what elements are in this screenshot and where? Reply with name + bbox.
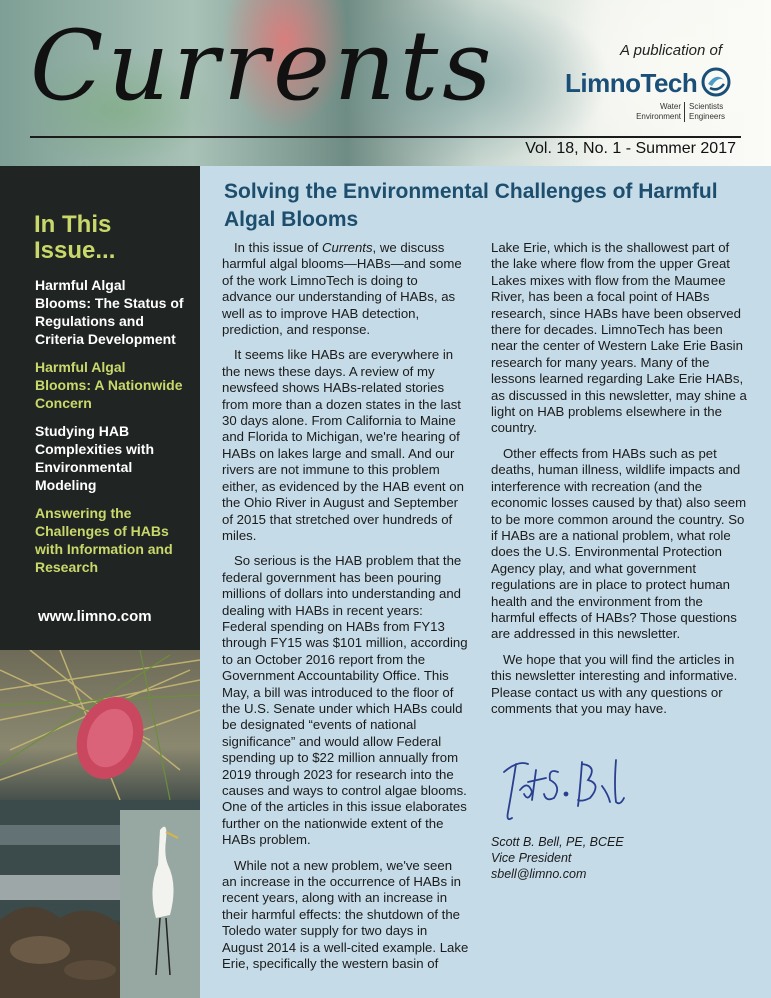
masthead-title: Currents	[30, 10, 496, 122]
signature-block	[491, 834, 624, 882]
issue-label: Vol. 18, No. 1 - Summer 2017	[525, 140, 736, 157]
article-column-left	[222, 240, 470, 981]
publication-of-label: A publication of	[620, 42, 723, 59]
logo-tagline-left-text: Water Environment	[636, 102, 681, 121]
logo-divider	[684, 102, 685, 122]
sidebar-heading: In This Issue...	[34, 211, 116, 264]
sidebar-photo	[0, 650, 200, 998]
limnotech-logo	[565, 68, 735, 128]
signature-icon	[498, 750, 628, 830]
article-paragraph: So serious is the HAB problem that the federal government has been pouring millions of dollars into understanding and dealing with HABs in recent years: Federal spending on HABs from FY13 through FY15 was $101 million, according to an October 2016 report from the Government Accountability Office. This May, a bill was introduced to the floor of the U.S. Senate under which HABs could be designated “events of national significance” and would allow Federal spending up to $22 million annually from 2019 through 2023 for research into the causes and ways to control algae blooms. One of the articles in this issue elaborates further on the nationwide extent of the HABs problem.	[222, 553, 468, 848]
sidebar-item-modeling[interactable]: Studying HAB Complexities with Environmental Modeling	[35, 423, 155, 493]
header-rule	[30, 136, 741, 138]
logo-tagline-right-text: Scientists Engineers	[689, 102, 726, 121]
signer-title: Vice President	[491, 851, 572, 865]
article-column-right	[491, 240, 749, 726]
lake-photo-illustration	[0, 650, 200, 998]
signer-name: Scott B. Bell, PE, BCEE	[491, 835, 624, 849]
article-paragraph: We hope that you will find the articles in this newsletter interesting and informative. Please contact us with any questions or comments that you may have.	[491, 651, 738, 716]
intro-pre: In this issue of	[234, 240, 322, 255]
article-paragraph-intro	[222, 240, 470, 338]
masthead-banner	[0, 0, 771, 166]
sidebar-item-regulations[interactable]: Harmful Algal Blooms: The Status of Regulations and Criteria Development	[35, 277, 184, 347]
article-paragraph: It seems like HABs are everywhere in the news these days. A review of my newsfeed shows HABs-related stories from more than a dozen states in the last 30 days alone. From California to Maine and Florida to Michigan, we're hearing of HABs on lakes large and small. And our rivers are not immune to this problem either, as evidenced by the HAB event on the Ohio River in August and September of 2015 that stretched over hundreds of miles.	[222, 347, 464, 543]
logo-tagline-right	[689, 102, 737, 122]
article-panel	[200, 166, 771, 998]
signer-email[interactable]: sbell@limno.com	[491, 867, 587, 881]
article-paragraph: While not a new problem, we've seen an increase in the occurrence of HABs in recent years, along with an increase in their harmful effects: the shutdown of the Toledo water supply for two days in August 2014 is a well-cited example. Lake Erie, specifically the western basin of	[222, 857, 469, 972]
article-paragraph: Other effects from HABs such as pet deaths, human illness, wildlife impacts and interference with recreation (and the economic losses caused by that) also seem to be more common around the country. So if HABs are a national problem, what role does the U.S. Environmental Protection Agency play, and what government regulations are in place to protect human health and the environment from the harmful effects of HABs? Those questions are addressed in this newsletter.	[491, 445, 747, 642]
sidebar-item-research[interactable]: Answering the Challenges of HABs with Information and Research	[35, 505, 173, 575]
sidebar-item-nationwide[interactable]: Harmful Algal Blooms: A Nationwide Concern	[35, 359, 183, 411]
article-paragraph: Lake Erie, which is the shallowest part of the lake where flow from the upper Great Lakes mixes with flow from the Maumee River, has been a focal point of HABs research, since HABs have been observed there for decades. LimnoTech has been near the center of Western Lake Erie Basin research for many years. Many of the lessons learned regarding Lake Erie HABs, as discussed in this newsletter, may shine a light on HAB problems elsewhere in the country.	[491, 240, 747, 436]
logo-wordmark: LimnoTech	[565, 68, 698, 98]
sidebar	[0, 166, 200, 650]
website-link[interactable]: www.limno.com	[38, 608, 152, 625]
intro-post: , we discuss harmful algal blooms—HABs—and some of the work LimnoTech is doing to advance our understanding of HABs, as well as to improve HAB detection, prediction, and response.	[222, 240, 462, 338]
intro-publication-name: Currents	[321, 240, 373, 255]
logo-tagline-left	[631, 102, 681, 122]
logo-swirl-icon	[700, 66, 732, 98]
article-title: Solving the Environmental Challenges of Harmful Algal Blooms	[224, 180, 718, 231]
